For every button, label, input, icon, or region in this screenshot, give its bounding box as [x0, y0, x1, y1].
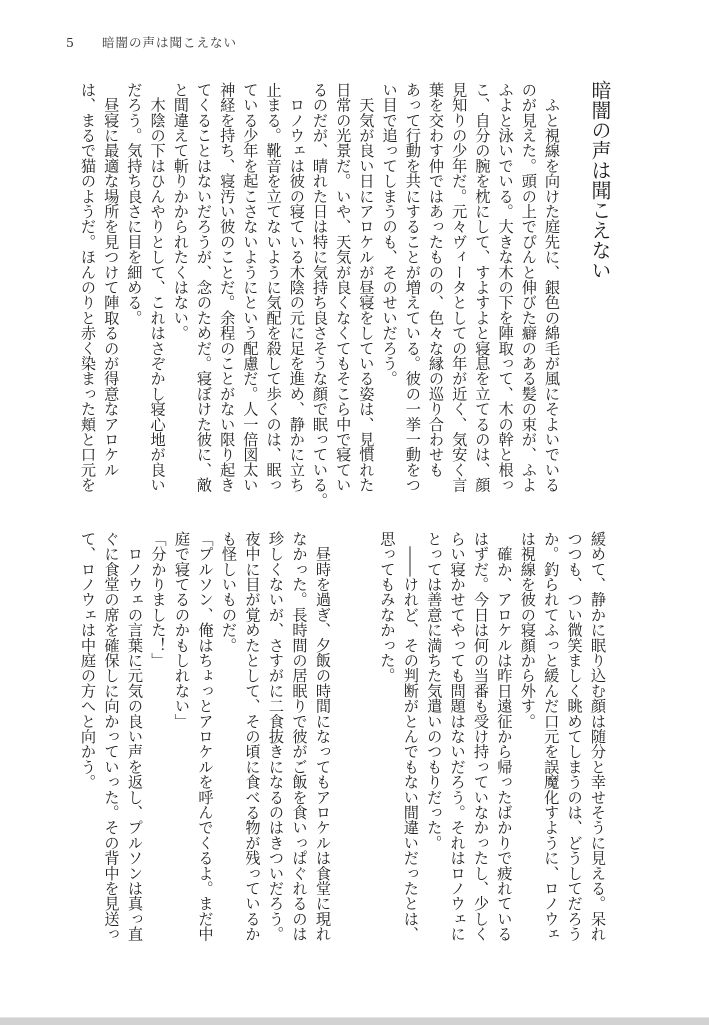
running-header-title: 暗闇の声は聞こえない	[102, 35, 238, 50]
top-paragraph-column: こ、自分の腕を枕にして、すよすよと寝息を立てるのは、顔	[473, 82, 492, 493]
page-number: 5	[66, 35, 74, 50]
top-paragraph-column: ている少年を起こさないようにという配慮だ。人一倍図太い	[241, 82, 260, 493]
bottom-left-paragraph-column: ロノウェの言葉に元気の良い声を返し、プルソンは真っ直	[126, 531, 144, 942]
chapter-title: 暗闇の声は聞こえない	[588, 80, 612, 280]
top-paragraph-column: 天気が良い日にアロケルが昼寝をしている姿は、見慣れた	[357, 82, 376, 493]
top-paragraph-column: は、まるで猫のようだ。ほんのりと赤く染まった頬と口元を	[79, 82, 97, 493]
bottom-left-paragraph-column: 庭で寝てるのかもしれない」	[173, 531, 191, 729]
bottom-left-paragraph-column: 昼時を過ぎ、夕飯の時間になってもアロケルは食堂に現れ	[314, 531, 332, 942]
bottom-right-paragraph-column: つつも、つい微笑ましく眺めてしまうのは、どうしてだろう	[565, 531, 584, 942]
bottom-left-paragraph-column: ぐに食堂の席を確保しに向かっていった。その背中を見送っ	[102, 531, 121, 942]
top-paragraph-column: と間違えて斬りかかられたくはない。	[171, 82, 190, 341]
top-paragraph-column: い目で追ってしまうのも、そのせいだろう。	[380, 82, 399, 386]
bottom-right-paragraph-column: 緩めて、静かに眠り込む顔は随分と幸せそうに見える。呆れ	[589, 531, 607, 942]
bottom-right-paragraph-column: 確か、アロケルは昨日遠征から帰ったばかりで疲れている	[495, 531, 514, 942]
top-paragraph-column: るのだが、晴れた日は特に気持ち良さそうな顔で眠っている。	[311, 82, 329, 508]
top-paragraph-column: のが見えた。頭の上でぴんと伸びた癖のある髪の束が、ふよ	[519, 82, 538, 493]
bottom-right-paragraph-column: らい寝かせてやっても問題はないだろう。それはロノウェに	[448, 531, 467, 942]
top-paragraph-column: ふよと泳いでいる。大きな木の下を陣取って、木の幹と根っ	[496, 82, 515, 493]
top-paragraph-column: 葉を交わす仲ではあったものの、色々な縁の巡り合わせも	[427, 82, 445, 478]
bottom-left-paragraph-column: て、ロノウェは中庭の方へと向かう。	[79, 531, 97, 790]
bottom-right-paragraph-column: は視線を彼の寝顔から外す。	[518, 531, 537, 729]
top-paragraph-column: 見知りの少年だ。元々ヴィータとしての年が近く、気安く言	[450, 82, 469, 493]
top-paragraph-column: あって行動を共にすることが増えている。彼の一挙一動をつ	[403, 82, 422, 493]
top-paragraph-column: 止まる。靴音を立てないように気配を殺して歩くのは、眠っ	[264, 82, 283, 493]
top-paragraph-column: だろう。気持ち良さに目を細める。	[125, 82, 144, 326]
bottom-right-paragraph-column: はずだ。今日は何の当番も受け持っていなかったし、少しく	[472, 531, 490, 942]
bottom-left-paragraph-column: 夜中に目が覚めたとして、その頃に食べる物が残っているか	[243, 531, 262, 942]
bottom-right-paragraph-column: か。釣られてふっと緩んだ口元を誤魔化すように、ロノウェ	[542, 531, 561, 942]
bottom-left-paragraph-column: 「プルソン、俺はちょっとアロケルを呼んでくるよ。まだ中	[196, 531, 215, 942]
bottom-right-paragraph-column: 思ってもみなかった。	[378, 531, 397, 683]
top-paragraph-column: 神経を持ち、寝汚い彼のことだ。余程のことがない限り起き	[218, 82, 237, 493]
top-paragraph-column: てくることはないだろうが、念のためだ。寝ぼけた彼に、敵	[195, 82, 213, 493]
bottom-right-paragraph-column: ――けれど、その判断がとんでもない間違いだったとは、	[401, 531, 420, 942]
bottom-left-paragraph-column: 「分かりました！」	[149, 531, 168, 668]
top-paragraph-column: 昼寝に最適な場所を見つけて陣取るのが得意なアロケル	[102, 82, 121, 478]
top-paragraph-column: 木陰の下はひんやりとして、これはさぞかし寝心地が良い	[148, 82, 167, 493]
top-paragraph-column: 日常の光景だ。いや、天気が良くなくてもそこら中で寝てい	[334, 82, 353, 493]
bottom-left-paragraph-column: 珍しくないが、さすがに二食抜きになるのはきついだろう。	[267, 531, 285, 942]
bottom-left-paragraph-column: も怪しいものだ。	[220, 531, 238, 653]
bottom-left-paragraph-column: なかった。長時間の居眠りで彼がご飯を食いっぱぐれるのは	[290, 531, 309, 942]
top-paragraph-column: ロノウェは彼の寝ている木陰の元に足を進め、静かに立ち	[287, 82, 306, 493]
bottom-right-paragraph-column: とっては善意に満ちた気遣いのつもりだった。	[425, 531, 444, 851]
top-paragraph-column: ふと視線を向けた庭先に、銀色の綿毛が風にそよいでいる	[543, 82, 561, 493]
